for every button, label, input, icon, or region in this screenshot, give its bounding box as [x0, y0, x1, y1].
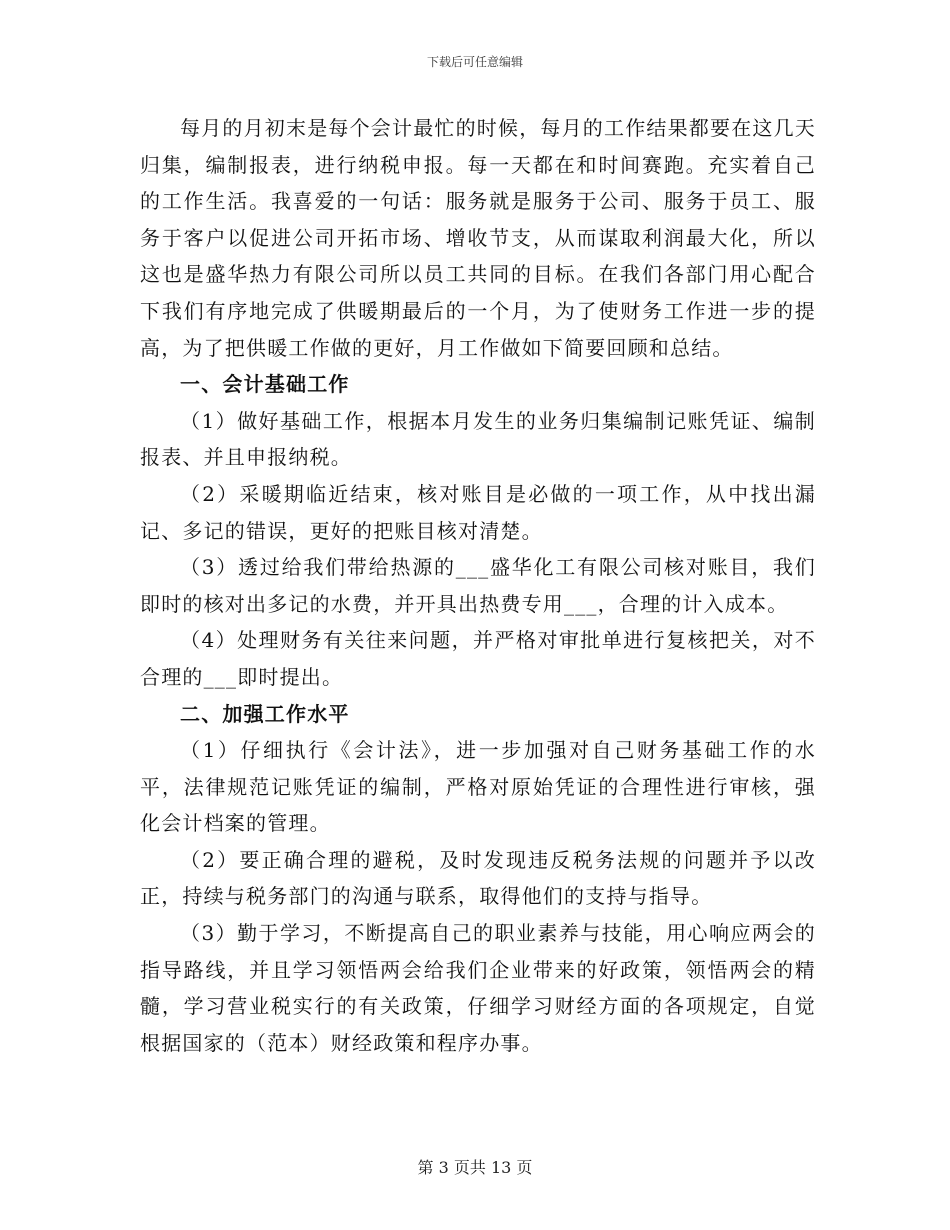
page-footer: 第 3 页共 13 页	[417, 1158, 533, 1177]
paragraph-item: （1）做好基础工作，根据本月发生的业务归集编制记账凭证、编制报表、并且申报纳税。	[140, 408, 816, 470]
paragraph-intro: 每月的月初末是每个会计最忙的时候，每月的工作结果都要在这几天归集，编制报表，进行纳税申报。每一天都在和时间赛跑。充实着自己的工作生活。我喜爱的一句话：服务就是服务于公司、服务于员工、服务于客户以促进公司开拓市场、增收节支，从而谋取利润最大化，所以这也是盛华热力有限公司所以员工共同的目标。在我们各部门用心配合下我们有序地完成了供暖期最后的一个月，为了使财务工作进一步的提高，为了把供暖工作做的更好，月工作做如下简要回顾和总结。	[140, 116, 816, 360]
paragraph-item: （3）透过给我们带给热源的___盛华化工有限公司核对账目，我们即时的核对出多记的水费，并开具出热费专用___，合理的计入成本。	[140, 555, 816, 616]
section-heading-work-level: 二、加强工作水平	[180, 701, 350, 726]
paragraph-item: （2）要正确合理的避税，及时发现违反税务法规的问题并予以改正，持续与税务部门的沟通与联系，取得他们的支持与指导。	[140, 847, 816, 909]
paragraph-item: （3）勤于学习，不断提高自己的职业素养与技能，用心响应两会的指导路线，并且学习领悟两会给我们企业带来的好政策，领悟两会的精髓，学习营业税实行的有关政策，仔细学习财经方面的各项规定，自觉根据国家的（范本）财经政策和程序办事。	[140, 921, 816, 1055]
paragraph-item: （2）采暖期临近结束，核对账目是必做的一项工作，从中找出漏记、多记的错误，更好的把账目核对清楚。	[140, 481, 816, 543]
paragraph-item: （4）处理财务有关往来问题，并严格对审批单进行复核把关，对不合理的___即时提出。	[140, 628, 816, 689]
page-header: 下载后可任意编辑	[426, 55, 523, 69]
paragraph-item: （1）仔细执行《会计法》，进一步加强对自己财务基础工作的水平，法律规范记账凭证的编制，严格对原始凭证的合理性进行审核，强化会计档案的管理。	[140, 738, 816, 836]
section-heading-accounting-basics: 一、会计基础工作	[180, 372, 350, 397]
document-body	[140, 110, 816, 1061]
